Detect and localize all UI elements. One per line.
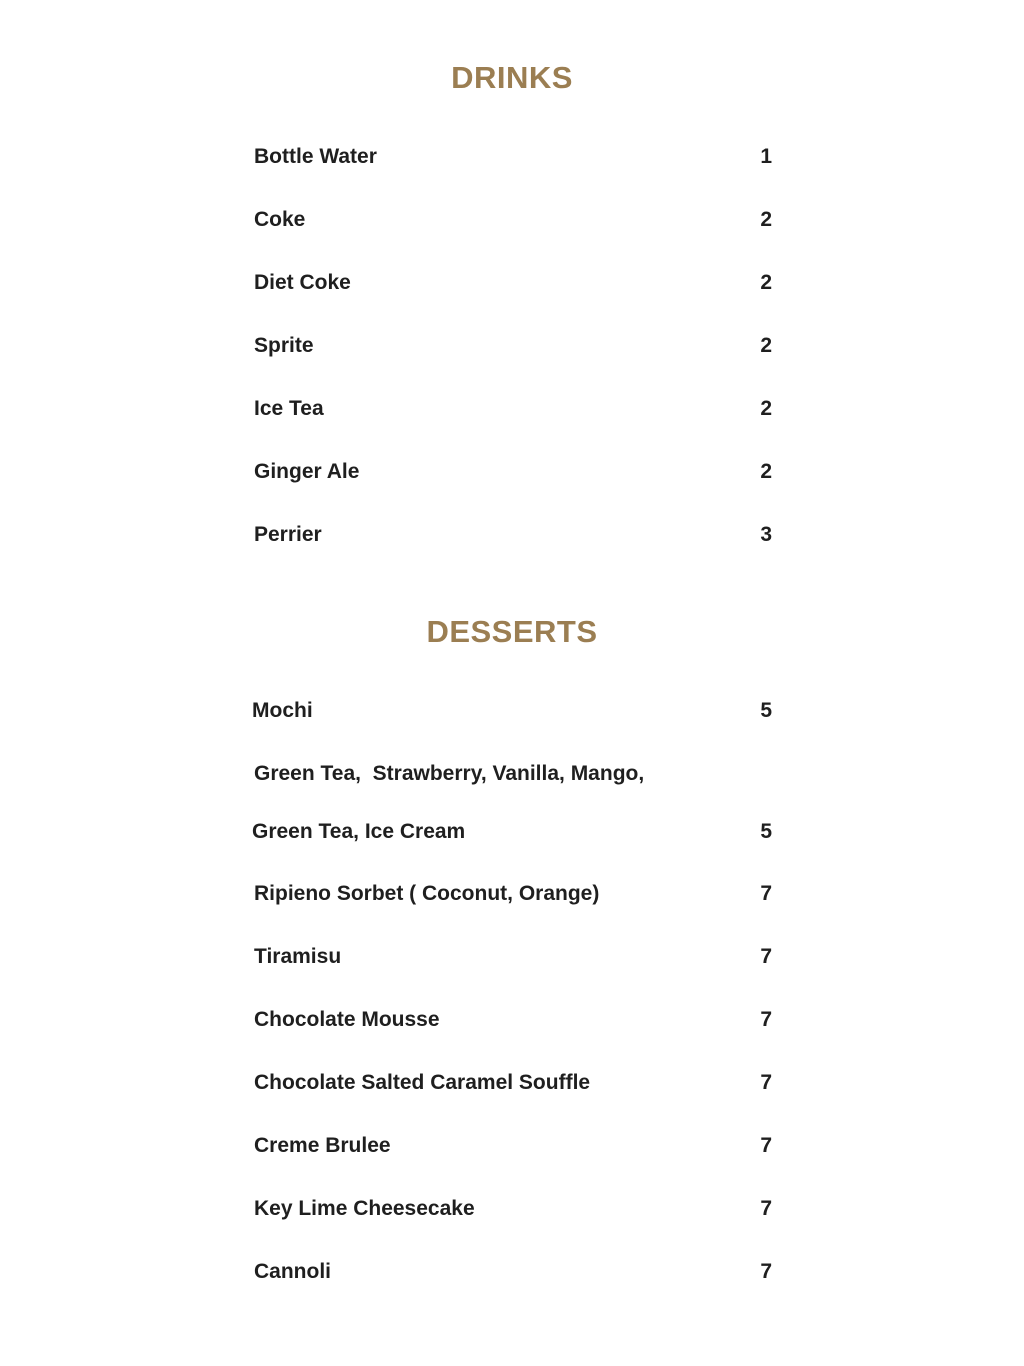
- item-name: Ice Tea: [254, 397, 324, 420]
- menu-item: [252, 817, 772, 847]
- item-name: Coke: [254, 208, 306, 231]
- mochi-flavors: [254, 759, 772, 789]
- item-price: 7: [760, 1071, 772, 1094]
- item-price: 7: [760, 1260, 772, 1283]
- item-price: 2: [760, 460, 772, 483]
- item-price: 2: [760, 208, 772, 231]
- menu-item: [254, 520, 772, 550]
- item-name: Creme Brulee: [254, 1134, 391, 1157]
- menu-item: [252, 696, 772, 726]
- item-price: 2: [760, 271, 772, 294]
- item-name: Bottle Water: [254, 145, 377, 168]
- item-price: 7: [760, 1008, 772, 1031]
- item-name: Diet Coke: [254, 271, 351, 294]
- item-name: Tiramisu: [254, 945, 342, 968]
- item-price: 3: [760, 523, 772, 546]
- item-price: 7: [760, 882, 772, 905]
- item-price: 7: [760, 1197, 772, 1220]
- menu-item: [254, 331, 772, 361]
- item-price: 7: [760, 1134, 772, 1157]
- item-price: 2: [760, 334, 772, 357]
- item-price: 1: [760, 145, 772, 168]
- item-price: 5: [760, 820, 772, 843]
- drinks-heading: DRINKS: [451, 60, 573, 95]
- menu-item: [254, 1005, 772, 1035]
- menu-item: [254, 1131, 772, 1161]
- menu-item: [254, 1068, 772, 1098]
- item-name: Mochi: [252, 699, 313, 722]
- item-name: Chocolate Salted Caramel Souffle: [254, 1071, 591, 1094]
- item-name: Ripieno Sorbet ( Coconut, Orange): [254, 882, 600, 905]
- menu-item: [254, 142, 772, 172]
- menu-item: [254, 879, 772, 909]
- menu-item: [254, 1194, 772, 1224]
- menu-item: [254, 942, 772, 972]
- menu-item: [254, 205, 772, 235]
- item-name: Key Lime Cheesecake: [254, 1197, 475, 1220]
- item-name: Chocolate Mousse: [254, 1008, 440, 1031]
- item-name: Cannoli: [254, 1260, 331, 1283]
- item-name: Ginger Ale: [254, 460, 360, 483]
- menu-item: [254, 1257, 772, 1287]
- item-name: Perrier: [254, 523, 322, 546]
- flavor-list: Green Tea, Strawberry, Vanilla, Mango,: [254, 762, 645, 785]
- item-name: Green Tea, Ice Cream: [252, 820, 466, 843]
- item-price: 2: [760, 397, 772, 420]
- menu-item: [254, 457, 772, 487]
- item-price: 7: [760, 945, 772, 968]
- desserts-heading: DESSERTS: [426, 614, 598, 649]
- menu-item: [254, 268, 772, 298]
- menu-item: [254, 394, 772, 424]
- item-name: Sprite: [254, 334, 314, 357]
- item-price: 5: [760, 699, 772, 722]
